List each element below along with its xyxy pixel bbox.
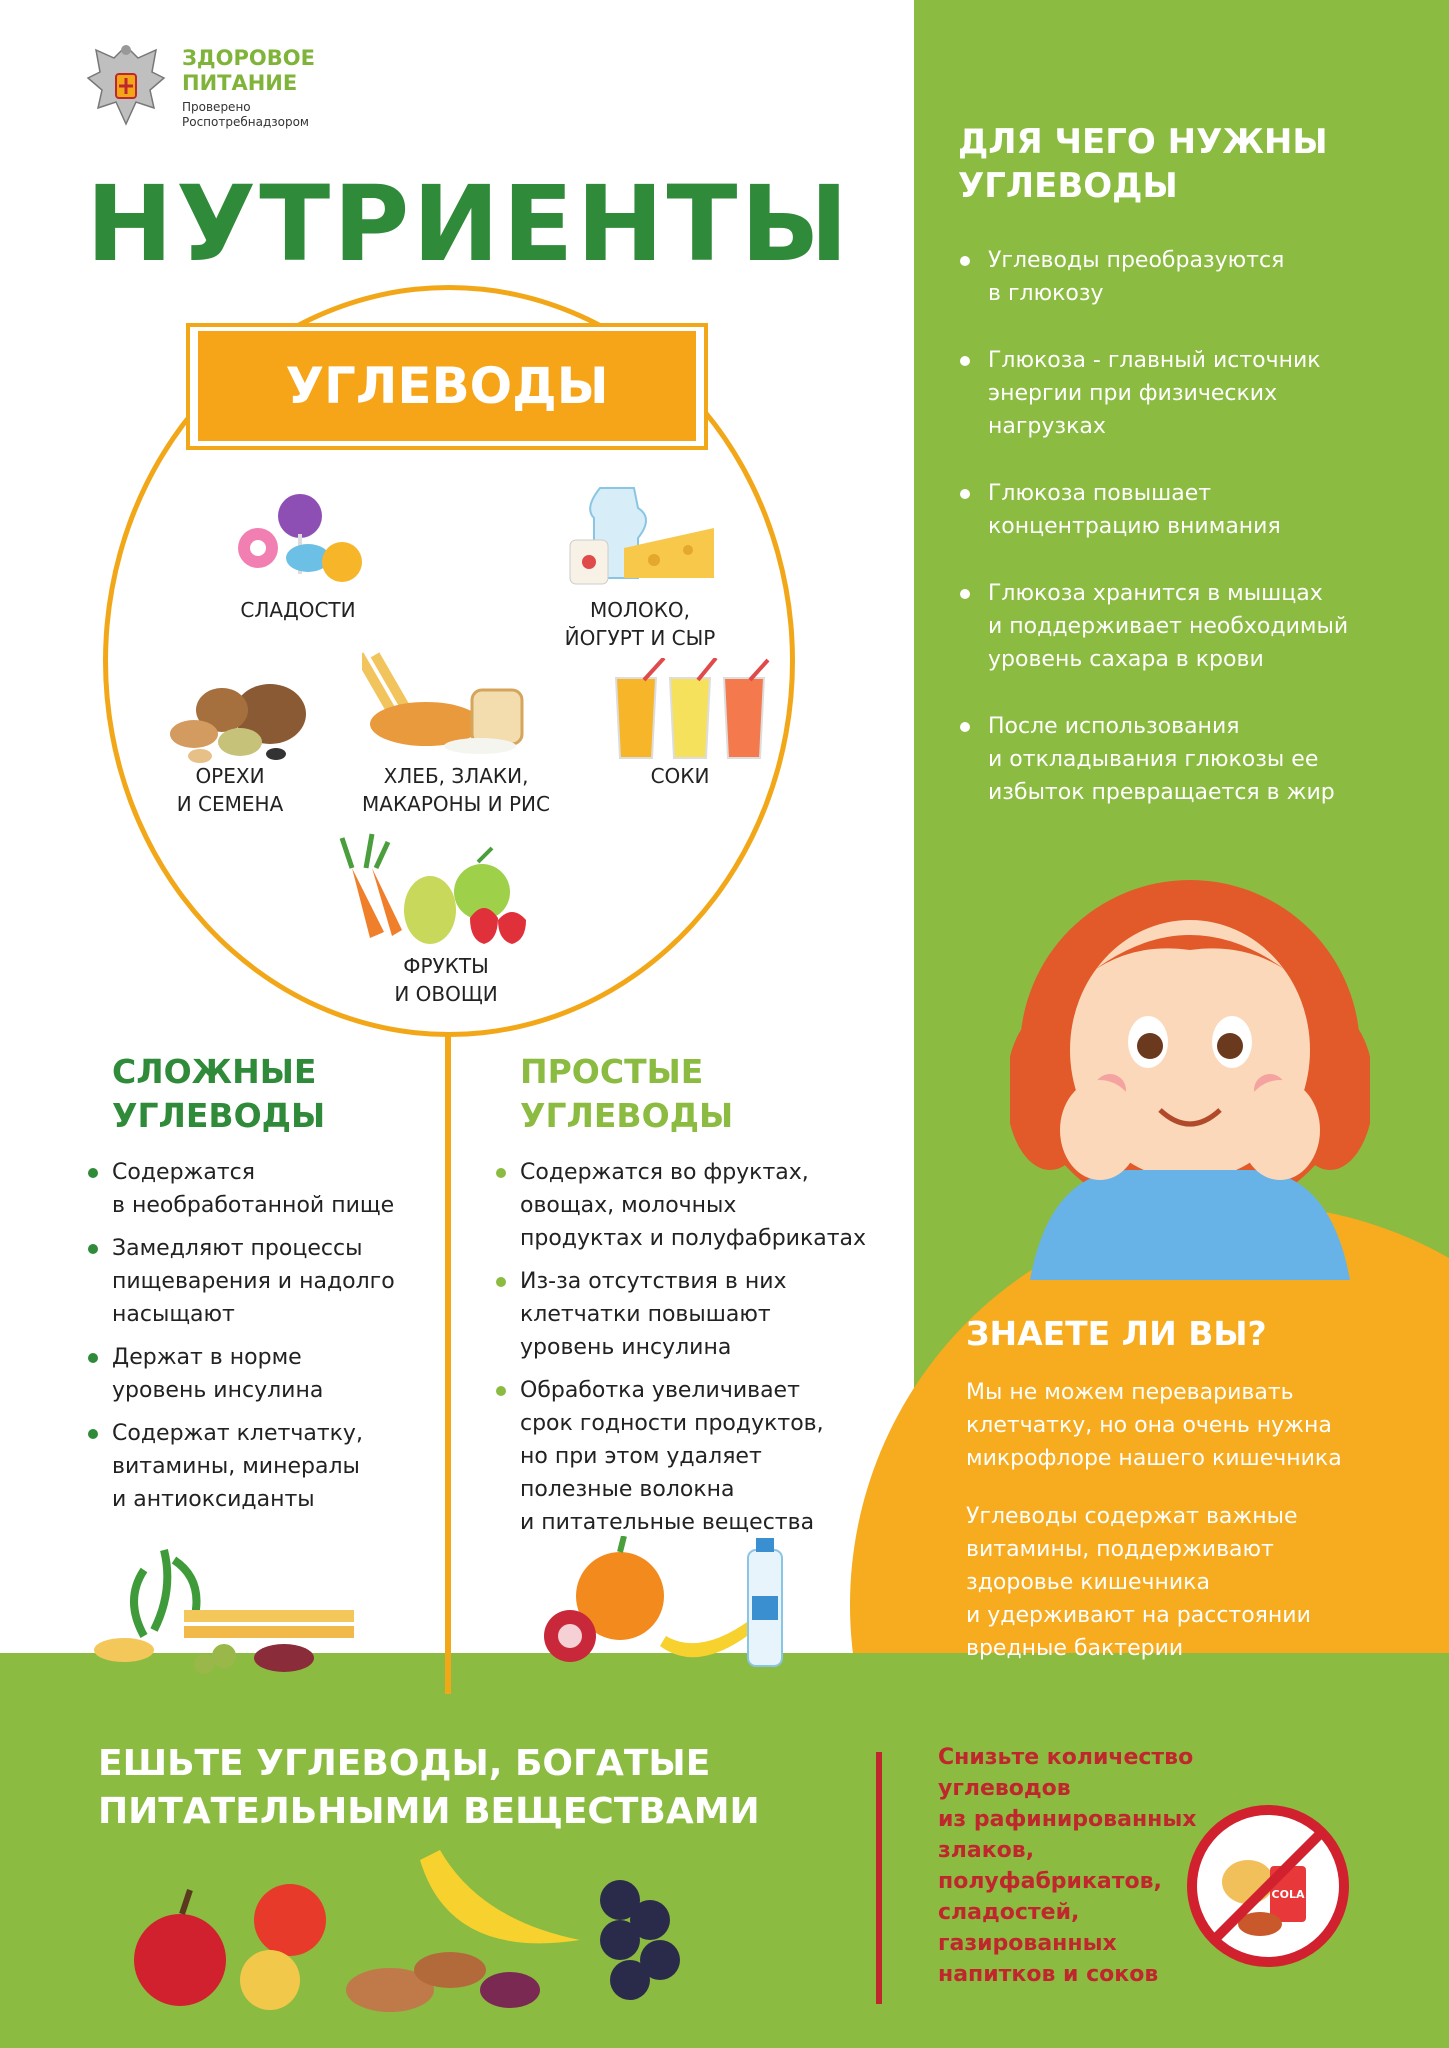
category-label: ХЛЕБ, ЗЛАКИ, МАКАРОНЫ И РИС [362, 764, 550, 816]
section-title: УГЛЕВОДЫ [198, 331, 696, 441]
rospotrebnadzor-emblem-icon [82, 38, 170, 130]
did-you-know-title: ЗНАЕТЕ ЛИ ВЫ? [966, 1314, 1267, 1353]
list-item: Глюкоза хранится в мышцах и поддерживает необходимый уровень сахара в крови [958, 577, 1378, 676]
category-label: ОРЕХИ И СЕМЕНА [176, 764, 284, 816]
category-label: СОКИ [650, 764, 710, 788]
girl-illustration [1010, 870, 1370, 1280]
grains-herbs-icon [84, 1540, 364, 1680]
bread-icon [362, 646, 548, 756]
did-you-know-text-1: Мы не можем переваривать клетчатку, но она очень нужна микрофлоре нашего кишечника [966, 1380, 1342, 1471]
list-item: Обработка увеличивает срок годности продуктов, но при этом удаляет полезные волокна и питательные вещества [496, 1374, 896, 1539]
candy-icon [228, 486, 368, 596]
complex-carbs-title: СЛОЖНЫЕ УГЛЕВОДЫ [112, 1052, 326, 1135]
why-carbs-title: ДЛЯ ЧЕГО НУЖНЫ УГЛЕВОДЫ [958, 122, 1328, 206]
list-item: Держат в норме уровень инсулина [88, 1341, 418, 1407]
reduce-carbs-text: Снизьте количество углеводов из рафинированных злаков, полуфабрикатов, сладостей, газированных напитков и соков [938, 1745, 1197, 1987]
logo-subtitle: Проверено Роспотребнадзором [182, 100, 309, 129]
category-label: МОЛОКО, ЙОГУРТ И СЫР [564, 598, 716, 650]
list-item: После использования и откладывания глюкозы ее избыток превращается в жир [958, 710, 1378, 809]
category-label: СЛАДОСТИ [240, 598, 356, 622]
did-you-know-text-2: Углеводы содержат важные витамины, поддерживают здоровье кишечника и удерживают на расстоянии вредные бактерии [966, 1504, 1311, 1661]
nuts-icon [160, 670, 326, 770]
no-junk-food-sign-icon [1186, 1804, 1350, 1968]
list-item: Содержатся во фруктах, овощах, молочных продуктах и полуфабрикатах [496, 1156, 896, 1255]
list-item: Углеводы преобразуются в глюкозу [958, 244, 1378, 310]
list-item: Замедляют процессы пищеварения и надолго насыщают [88, 1232, 418, 1331]
healthy-foods-icon [120, 1840, 720, 2030]
list-item: Содержат клетчатку, витамины, минералы и антиоксиданты [88, 1417, 418, 1516]
dairy-icon [564, 478, 724, 598]
fruits-vegetables-icon [322, 828, 542, 948]
list-item: Глюкоза повышает концентрацию внимания [958, 477, 1378, 543]
juice-icon [608, 658, 778, 768]
complex-carbs-list [88, 1156, 418, 1526]
page-title: НУТРИЕНТЫ [86, 163, 852, 285]
divider-line [445, 1034, 451, 1694]
cola-label: COLA [1271, 1888, 1305, 1901]
reduce-divider [876, 1752, 882, 2004]
list-item: Содержатся в необработанной пище [88, 1156, 418, 1222]
category-label: ФРУКТЫ И ОВОЩИ [394, 954, 498, 1006]
simple-carbs-title: ПРОСТЫЕ УГЛЕВОДЫ [520, 1052, 734, 1135]
processed-foods-icon [540, 1536, 790, 1676]
list-item: Из-за отсутствия в них клетчатки повышают уровень инсулина [496, 1265, 896, 1364]
why-carbs-list [958, 244, 1378, 843]
simple-carbs-list [496, 1156, 896, 1549]
eat-carbs-title: ЕШЬТЕ УГЛЕВОДЫ, БОГАТЫЕ ПИТАТЕЛЬНЫМИ ВЕЩЕСТВАМИ [98, 1743, 760, 1832]
list-item: Глюкоза - главный источник энергии при физических нагрузках [958, 344, 1378, 443]
logo-brand: ЗДОРОВОЕ ПИТАНИЕ [182, 46, 315, 95]
